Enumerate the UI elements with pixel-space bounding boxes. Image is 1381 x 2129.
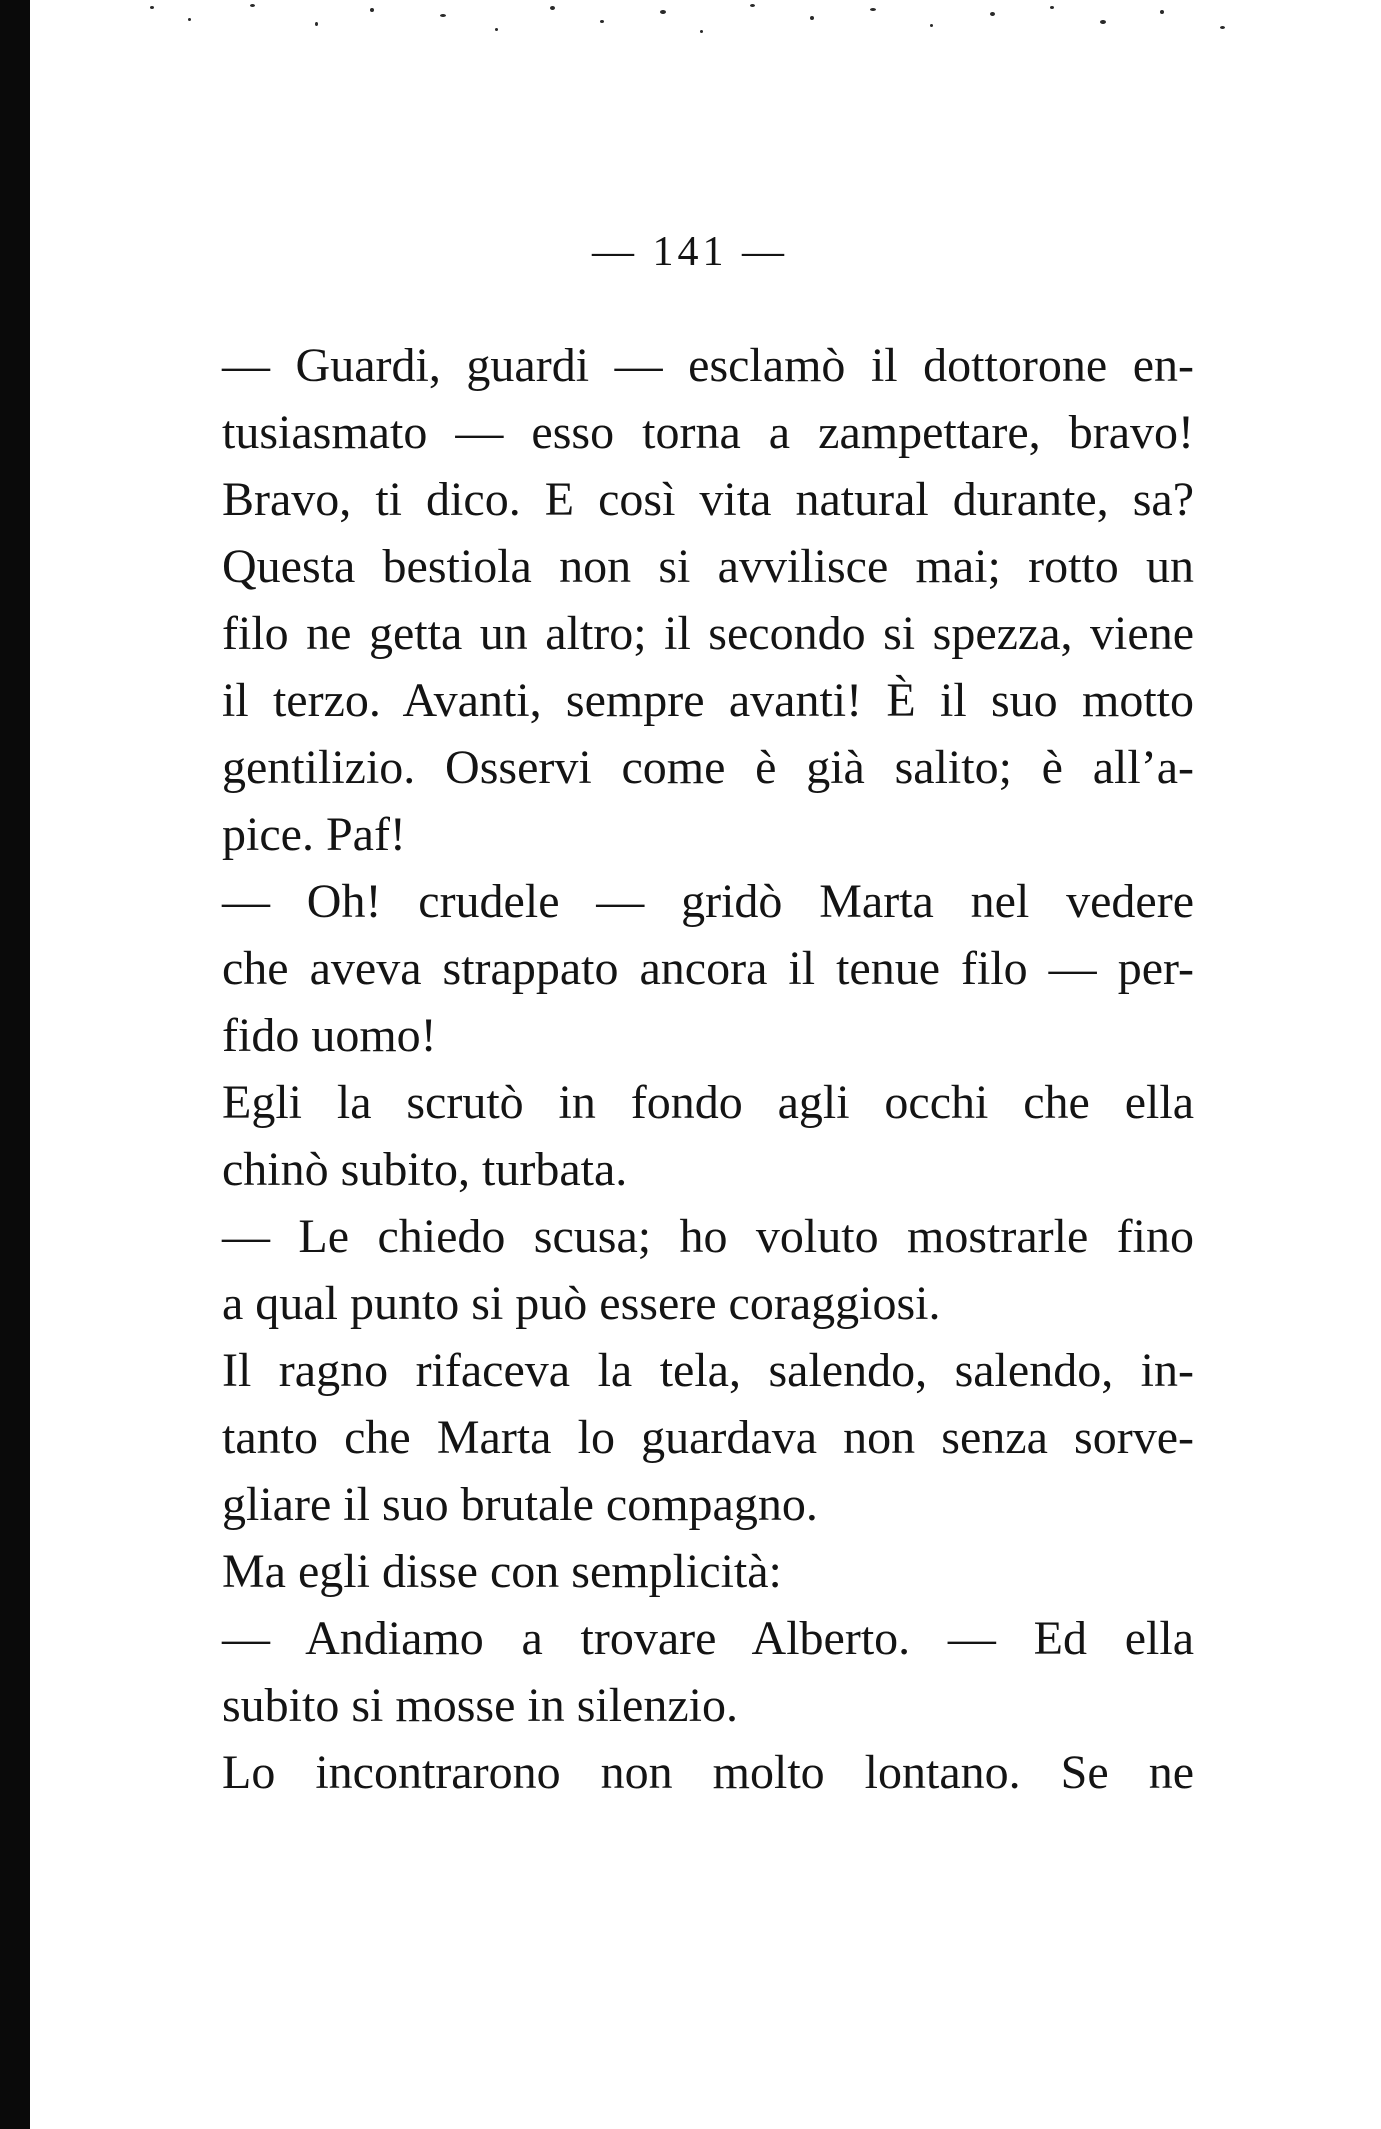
text-line: Il ragno rifaceva la tela, salendo, salendo, in-	[222, 1344, 1194, 1397]
body-text	[222, 332, 1194, 1806]
text-line: fido uomo!	[222, 1009, 437, 1062]
speck	[440, 14, 446, 17]
speck	[990, 12, 995, 16]
speck	[495, 28, 498, 31]
scan-speckles	[140, 0, 1250, 70]
speck	[1160, 10, 1164, 14]
speck	[1100, 20, 1106, 24]
text-line: Egli la scrutò in fondo agli occhi che ella	[222, 1076, 1194, 1129]
text-line: Lo incontrarono non molto lontano. Se ne	[222, 1746, 1194, 1799]
text-line: Questa bestiola non si avvilisce mai; rotto un	[222, 540, 1194, 593]
text-line: subito si mosse in silenzio.	[222, 1679, 738, 1732]
text-line: — Oh! crudele — gridò Marta nel vedere	[222, 875, 1194, 928]
page-number: — 141 —	[592, 229, 788, 275]
speck	[750, 4, 755, 7]
speck	[660, 10, 666, 14]
speck	[370, 8, 374, 12]
text-line: il terzo. Avanti, sempre avanti! È il suo motto	[222, 674, 1194, 727]
text-line: — Guardi, guardi — esclamò il dottorone en-	[222, 339, 1194, 392]
speck	[700, 30, 703, 33]
speck	[870, 8, 876, 11]
speck	[250, 4, 255, 7]
text-line: che aveva strappato ancora il tenue filo — per-	[222, 942, 1194, 995]
binding-shadow	[0, 0, 30, 2129]
text-line: chinò subito, turbata.	[222, 1143, 628, 1196]
speck	[1220, 26, 1225, 29]
text-line: Ma egli disse con semplicità:	[222, 1545, 782, 1598]
speck	[1050, 6, 1054, 9]
text-line: a qual punto si può essere coraggiosi.	[222, 1277, 941, 1330]
speck	[930, 24, 933, 27]
speck	[550, 6, 555, 10]
text-line: tusiasmato — esso torna a zampettare, bravo!	[222, 406, 1194, 459]
speck	[315, 22, 318, 26]
speck	[810, 16, 814, 20]
text-line: filo ne getta un altro; il secondo si spezza, viene	[222, 607, 1194, 660]
text-line: gliare il suo brutale compagno.	[222, 1478, 818, 1531]
speck	[188, 18, 191, 21]
text-line: — Le chiedo scusa; ho voluto mostrarle fino	[222, 1210, 1194, 1263]
text-line: gentilizio. Osservi come è già salito; è all’a-	[222, 741, 1194, 794]
text-line: pice. Paf!	[222, 808, 406, 861]
speck	[150, 6, 154, 9]
speck	[600, 20, 604, 23]
text-line: — Andiamo a trovare Alberto. — Ed ella	[222, 1612, 1194, 1665]
text-line: Bravo, ti dico. E così vita natural durante, sa?	[222, 473, 1194, 526]
text-line: tanto che Marta lo guardava non senza sorve-	[222, 1411, 1194, 1464]
